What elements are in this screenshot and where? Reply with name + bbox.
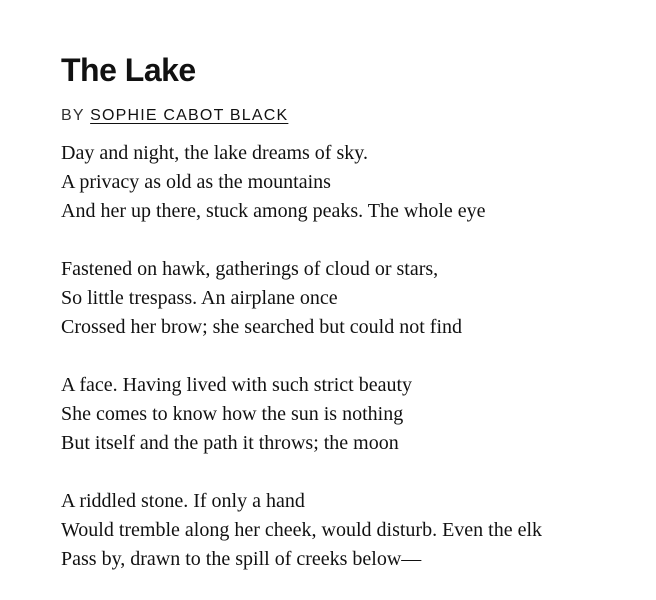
poem-line: Would tremble along her cheek, would disturb. Even the elk (61, 519, 543, 541)
stanza-1 (61, 139, 656, 226)
stanza-3 (61, 371, 656, 458)
poem-line: But itself and the path it throws; the moon (61, 432, 399, 454)
poem-line: A privacy as old as the mountains (61, 171, 331, 193)
poem-line: So little trespass. An airplane once (61, 287, 338, 309)
poem-line: Crossed her brow; she searched but could not find (61, 316, 463, 338)
poem-line: A face. Having lived with such strict beauty (61, 374, 413, 396)
poem-title: The Lake (61, 52, 196, 88)
byline-prefix: BY (61, 107, 85, 124)
byline (61, 106, 656, 126)
stanza-4 (61, 487, 656, 574)
poem-line: And her up there, stuck among peaks. The whole eye (61, 200, 486, 222)
poem-line: Pass by, drawn to the spill of creeks below— (61, 548, 422, 570)
author-link[interactable]: SOPHIE CABOT BLACK (90, 107, 289, 124)
poem-line: She comes to know how the sun is nothing (61, 403, 404, 425)
poem-line: Fastened on hawk, gatherings of cloud or stars, (61, 258, 439, 280)
poem-line: A riddled stone. If only a hand (61, 490, 305, 512)
poem-line: Day and night, the lake dreams of sky. (61, 142, 368, 164)
stanza-2 (61, 255, 656, 342)
poem-body (61, 139, 656, 574)
